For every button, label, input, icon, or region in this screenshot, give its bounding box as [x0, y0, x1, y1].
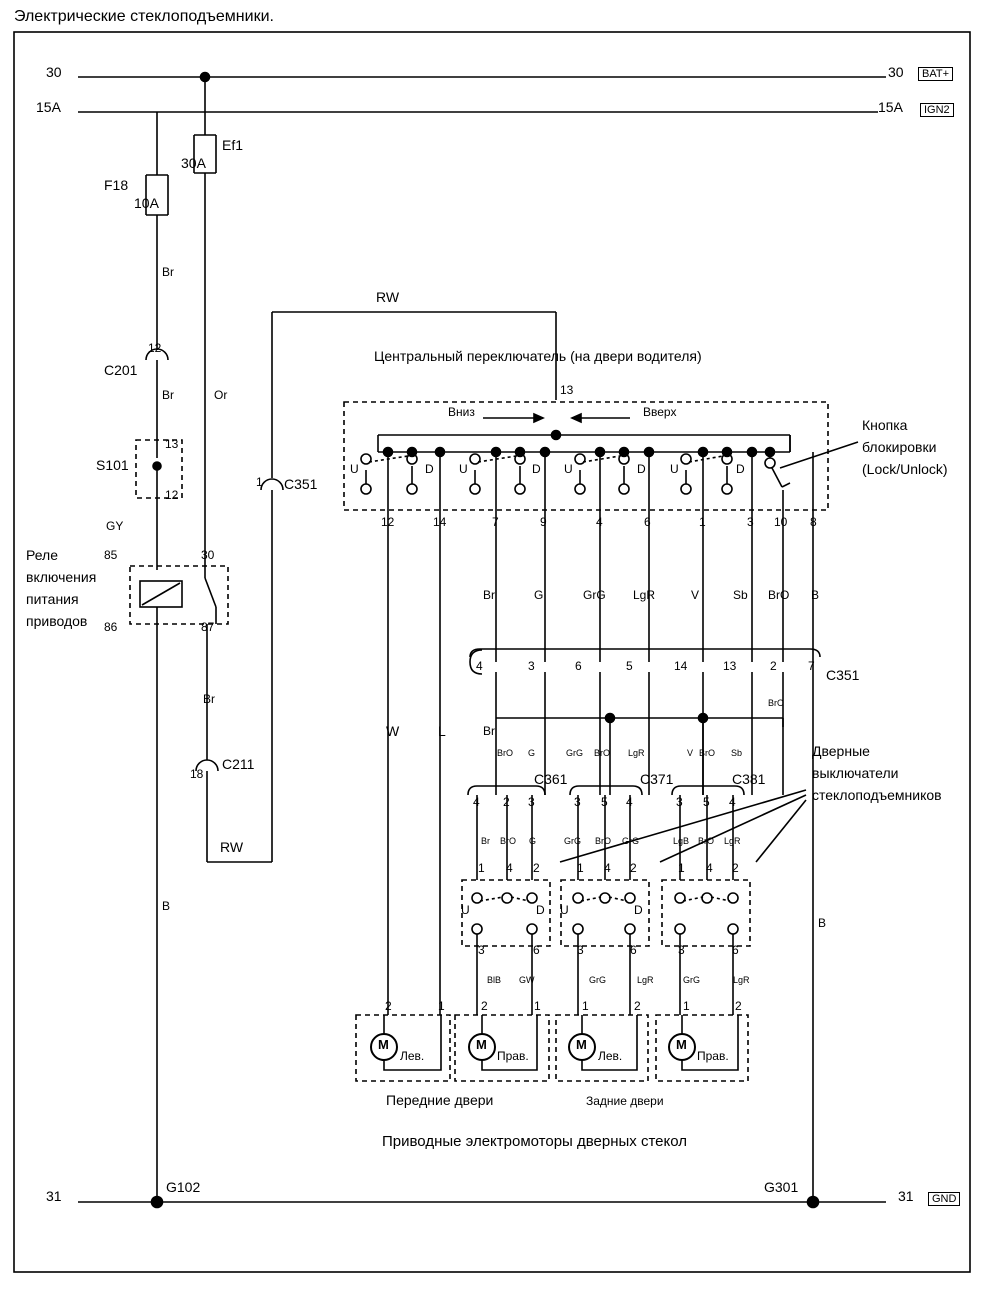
ds2-pin-2: 2 — [630, 861, 637, 875]
lw-grg-3: GrG — [622, 836, 639, 846]
ground-g301: G301 — [764, 1179, 799, 1195]
connector-c361: C361 — [534, 771, 568, 787]
switch-letter-u-1: U — [350, 462, 359, 476]
mw-grg2: GrG — [683, 975, 700, 985]
terminal-30-right: 30 — [888, 64, 904, 80]
connector-c371: C371 — [640, 771, 674, 787]
ground-g102: G102 — [166, 1179, 201, 1195]
lock-button-caption-3: (Lock/Unlock) — [862, 461, 948, 477]
arrow-label-down: Вниз — [448, 405, 475, 419]
ds3-pin-2: 2 — [732, 861, 739, 875]
wire-code-b-left: B — [162, 899, 171, 913]
connector-c381: C381 — [732, 771, 766, 787]
central-switch-pin-13: 13 — [560, 383, 574, 397]
fuse-f18-rating: 10A — [134, 195, 159, 211]
s101-pin-13: 13 — [165, 437, 179, 451]
c361-pin-3-top: 3 — [528, 795, 535, 809]
relay-caption-line-1: Реле — [26, 547, 58, 563]
relay-pin-86: 86 — [104, 620, 118, 634]
lw-br-2: Br — [481, 836, 490, 846]
cs-bottom-pin-3: 3 — [747, 515, 754, 529]
motor2-pin-left: 2 — [481, 999, 488, 1013]
caption-window-motors: Приводные электромоторы дверных стекол — [382, 1133, 688, 1150]
switch-letter-d-3: D — [637, 462, 646, 476]
c211-pin-18: 18 — [190, 767, 204, 781]
door-switch-caption-3: стеклоподъемников — [812, 787, 942, 803]
s101-pin-12: 12 — [165, 488, 179, 502]
connector-c201: C201 — [104, 362, 138, 378]
cs-bottom-pin-1: 1 — [699, 515, 706, 529]
wire-code-br-2: Br — [162, 388, 174, 402]
mw-lgr2: LgR — [733, 975, 750, 985]
ds3-pin-6: 6 — [732, 943, 739, 957]
relay-caption-line-3: питания — [26, 591, 79, 607]
terminal-15a-left: 15A — [36, 99, 61, 115]
motor4-pin-right: 2 — [735, 999, 742, 1013]
lw-bro-6: BrO — [698, 836, 715, 846]
cs-bottom-pin-14: 14 — [433, 515, 447, 529]
ds2-pin-3: 3 — [577, 943, 584, 957]
switch-letter-u-2: U — [459, 462, 468, 476]
lw-bro-2: BrO — [594, 748, 611, 758]
wire-code-or: Or — [214, 388, 228, 402]
tag-ign2: IGN2 — [920, 103, 954, 117]
lw-grg-1: GrG — [566, 748, 583, 758]
cs-bottom-pin-7: 7 — [492, 515, 499, 529]
lw-lgb-1: LgB — [673, 836, 690, 846]
ds1-pin-1: 1 — [478, 861, 485, 875]
motor-symbol-4: M — [676, 1037, 687, 1052]
caption-rear-doors: Задние двери — [586, 1094, 664, 1108]
c351-pin-5: 5 — [626, 659, 633, 673]
c351-pin-6: 6 — [575, 659, 582, 673]
relay-pin-30: 30 — [201, 548, 215, 562]
wire-code-lgr-cs: LgR — [633, 588, 656, 602]
door-switch-caption-1: Дверные — [812, 743, 870, 759]
cs-bottom-pin-10: 10 — [774, 515, 788, 529]
ds2-pin-6: 6 — [630, 943, 637, 957]
wire-code-br-1: Br — [162, 265, 174, 279]
relay-caption-line-4: приводов — [26, 613, 88, 629]
ds2-pin-1: 1 — [577, 861, 584, 875]
ds3-pin-3: 3 — [678, 943, 685, 957]
switch-letter-u-4: U — [670, 462, 679, 476]
mw-gw: GW — [519, 975, 535, 985]
c371-pin-5-top: 5 — [601, 795, 608, 809]
lw-sb-1: Sb — [731, 748, 743, 758]
motor-side-1: Лев. — [400, 1049, 425, 1063]
c381-pin-4-top: 4 — [729, 795, 736, 809]
connector-c351-left: C351 — [284, 476, 318, 492]
switch-letter-u-3: U — [564, 462, 573, 476]
lw-bro-5: BrO — [595, 836, 612, 846]
terminal-31-left: 31 — [46, 1188, 62, 1204]
lw-v-1: V — [687, 748, 694, 758]
motor-symbol-3: M — [576, 1037, 587, 1052]
terminal-31-right: 31 — [898, 1188, 914, 1204]
motor4-pin-left: 1 — [683, 999, 690, 1013]
mw-lgr1: LgR — [637, 975, 654, 985]
motor2-pin-right: 1 — [534, 999, 541, 1013]
c371-pin-3-top: 3 — [574, 795, 581, 809]
motor-side-4: Прав. — [697, 1049, 729, 1063]
cs-bottom-pin-9: 9 — [540, 515, 547, 529]
motor1-pin-left: 2 — [385, 999, 392, 1013]
lw-lgr-2: LgR — [724, 836, 741, 846]
lw-grg-2: GrG — [564, 836, 581, 846]
lock-button-caption-2: блокировки — [862, 439, 937, 455]
terminal-15a-right: 15A — [878, 99, 903, 115]
fuse-f18-name: F18 — [104, 177, 129, 193]
ds2-letter-d: D — [634, 903, 643, 917]
connector-s101: S101 — [96, 457, 129, 473]
wire-code-v-cs: V — [691, 588, 700, 602]
wire-code-g-cs: G — [534, 588, 544, 602]
central-switch-title: Центральный переключатель (на двери водителя) — [374, 348, 702, 364]
c351-pin-1: 1 — [256, 475, 263, 489]
motor1-pin-right: 1 — [438, 999, 445, 1013]
ds1-letter-d: D — [536, 903, 545, 917]
lw-bro-4: BrO — [500, 836, 517, 846]
c361-pin-2-top: 2 — [503, 795, 510, 809]
page-title: Электрические стеклоподъемники. — [14, 8, 274, 25]
wire-code-rw-top: RW — [376, 289, 400, 305]
c351-pin-14: 14 — [674, 659, 688, 673]
wire-code-br-3: Br — [203, 692, 215, 706]
caption-front-doors: Передние двери — [386, 1092, 494, 1108]
c201-pin-12: 12 — [148, 341, 162, 355]
switch-letter-d-2: D — [532, 462, 541, 476]
motor-symbol-1: M — [378, 1037, 389, 1052]
ds1-letter-u: U — [461, 903, 470, 917]
c351-pin-4: 4 — [476, 659, 483, 673]
door-switch-caption-2: выключатели — [812, 765, 899, 781]
wire-code-br-4: Br — [483, 724, 495, 738]
motor-side-3: Лев. — [598, 1049, 623, 1063]
lw-bro-3: BrO — [699, 748, 716, 758]
wire-code-grg-cs: GrG — [583, 588, 606, 602]
relay-caption-line-2: включения — [26, 569, 97, 585]
wire-code-br-cs: Br — [483, 588, 495, 602]
wire-code-w: W — [386, 723, 400, 739]
connector-c351-mid: C351 — [826, 667, 860, 683]
c351-pin-7: 7 — [808, 659, 815, 673]
motor3-pin-right: 2 — [634, 999, 641, 1013]
ds1-pin-6: 6 — [533, 943, 540, 957]
ds3-pin-4: 4 — [706, 861, 713, 875]
cs-bottom-pin-12: 12 — [381, 515, 395, 529]
mw-grg1: GrG — [589, 975, 606, 985]
fuse-ef1-name: Ef1 — [222, 137, 244, 153]
arrow-label-up: Вверх — [643, 405, 677, 419]
connector-c211: C211 — [222, 756, 255, 772]
c381-pin-5-top: 5 — [703, 795, 710, 809]
fuse-ef1-rating: 30A — [181, 155, 206, 171]
lock-button-caption-1: Кнопка — [862, 417, 908, 433]
relay-pin-87: 87 — [201, 620, 215, 634]
ds3-pin-1: 1 — [678, 861, 685, 875]
wire-code-gy: GY — [106, 519, 124, 533]
wire-code-sb-cs: Sb — [733, 588, 748, 602]
ds2-pin-4: 4 — [604, 861, 611, 875]
wire-code-b-right: B — [818, 916, 827, 930]
c351-pin-13: 13 — [723, 659, 737, 673]
c371-pin-4-top: 4 — [626, 795, 633, 809]
mw-blb: BlB — [487, 975, 502, 985]
c351-pin-2: 2 — [770, 659, 777, 673]
relay-pin-85: 85 — [104, 548, 118, 562]
terminal-30-left: 30 — [46, 64, 62, 80]
ds1-pin-3: 3 — [478, 943, 485, 957]
ds2-letter-u: U — [560, 903, 569, 917]
motor-symbol-2: M — [476, 1037, 487, 1052]
wire-code-bro-cs: BrO — [768, 588, 790, 602]
wire-code-rw-bot: RW — [220, 839, 244, 855]
lw-bro-1: BrO — [497, 748, 514, 758]
wire-code-bro-bus: BrO — [768, 698, 785, 708]
motor3-pin-left: 1 — [582, 999, 589, 1013]
switch-letter-d-1: D — [425, 462, 434, 476]
lw-lgr-1: LgR — [628, 748, 645, 758]
lw-g-2: G — [529, 836, 537, 846]
ds1-pin-4: 4 — [506, 861, 513, 875]
c361-pin-4-top: 4 — [473, 795, 480, 809]
lw-g-1: G — [528, 748, 536, 758]
cs-bottom-pin-8: 8 — [810, 515, 817, 529]
motor-side-2: Прав. — [497, 1049, 529, 1063]
tag-gnd: GND — [928, 1192, 960, 1206]
wire-code-l: L — [438, 723, 446, 739]
switch-letter-d-4: D — [736, 462, 745, 476]
cs-bottom-pin-6: 6 — [644, 515, 651, 529]
ds1-pin-2: 2 — [533, 861, 540, 875]
cs-bottom-pin-4: 4 — [596, 515, 603, 529]
tag-bat-plus: BAT+ — [918, 67, 953, 81]
c381-pin-3-top: 3 — [676, 795, 683, 809]
wire-code-b-cs: B — [811, 588, 820, 602]
c351-pin-3: 3 — [528, 659, 535, 673]
